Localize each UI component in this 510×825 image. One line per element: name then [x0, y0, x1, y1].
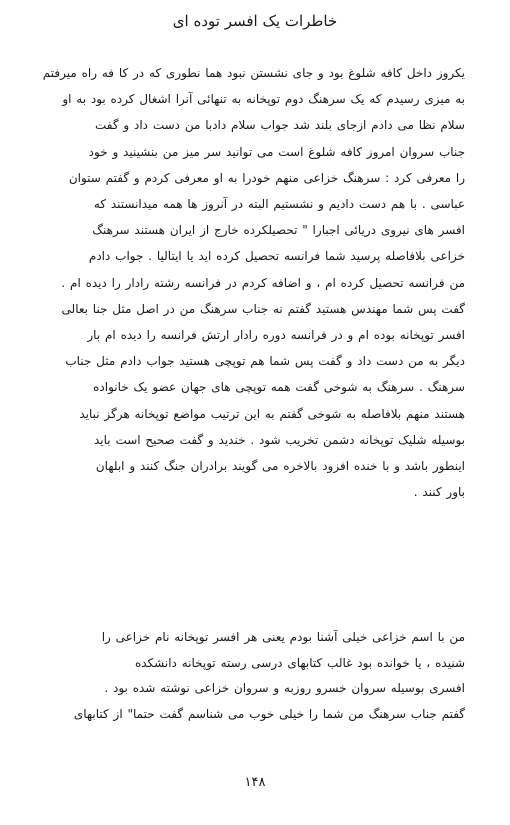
text-line: گفتم جناب سرهنگ من شما را خیلی خوب می شناسم گفت حتما" از کتابهای — [73, 706, 465, 721]
page-number: ۱۴۸ — [244, 775, 266, 790]
text-line: را معرفی کرد : سرهنگ خزاعی منهم خودرا به او معرفی کردم و گفتم ستوان — [68, 170, 465, 185]
text-line: خزاعی بلافاصله پرسید شما فرانسه تحصیل کرده اید یا ایتالیا . جواب دادم — [88, 249, 465, 264]
paragraph-2 — [40, 625, 465, 727]
text-line: افسری بوسیله سروان خسرو روزبه و سروان خزاعی نوشته شده بود . — [104, 681, 465, 695]
text-line: من فرانسه تحصیل کرده ام ، و اضافه کردم در فرانسه رشته رادار را دیده ام . — [61, 275, 465, 290]
paragraph-1 — [40, 60, 465, 505]
text-line: اینطور باشد و با خنده افزود بالاخره می گویند برادران جنگ کنند و ابلهان — [95, 459, 465, 474]
text-line: شنیده ، یا خوانده بود غالب کتابهای درسی رسته توپخانه دانشکده — [134, 655, 465, 670]
text-line: من با اسم خزاعی خیلی آشنا بودم یعنی هر افسر توپخانه نام خزاعی را — [101, 630, 465, 644]
text-line: بوسیله شلیک توپخانه دشمن تخریب شود . خندید و گفت صحیح است باید — [94, 432, 465, 447]
text-line: جناب سروان امروز کافه شلوغ است می توانید سر میز من بنشینید و خود — [88, 144, 465, 159]
text-line: افسر توپخانه بوده ام و در فرانسه دوره رادار ارتش فرانسه را دیده ام بار — [87, 328, 465, 343]
text-line: به میزی رسیدم که یک سرهنگ دوم توپخانه به تنهائی آنرا اشغال کرده بود به او — [62, 92, 465, 107]
text-line: افسر های نیروی دریائی اجبارا " تحصیلکرده خارج از ایران هستند سرهنگ — [92, 223, 465, 238]
text-line: یکروز داخل کافه شلوغ بود و جای نشستن نبود هما نطوری که در کا فه راه میرفتم — [42, 66, 465, 80]
page-title: خاطرات یک افسر توده ای — [172, 12, 338, 30]
text-line: دیگر به من دست داد و گفت پس شما هم توپچی هستید جواب دادم مثل جناب — [65, 354, 465, 369]
text-line: باور کنند . — [413, 485, 465, 500]
text-line: عباسی . با هم دست دادیم و نشستیم البته در آنروز ها همه میدانستند که — [93, 197, 465, 212]
text-line: گفت پس شما مهندس هستید گفتم نه جناب سرهنگ من در اصل مثل جنا بعالی — [61, 301, 465, 316]
text-line: سرهنگ . سرهنگ به شوخی گفت همه توپچی های جهان عضو یک خانواده — [93, 380, 465, 395]
text-line: سلام نظا می دادم ازجای بلند شد جواب سلام دادبا من دست داد و گفت — [95, 118, 465, 133]
text-line: هستند منهم بلافاصله به شوخی گفتم به این ترتیب مواضع توپخانه هرگز نباید — [79, 406, 465, 421]
